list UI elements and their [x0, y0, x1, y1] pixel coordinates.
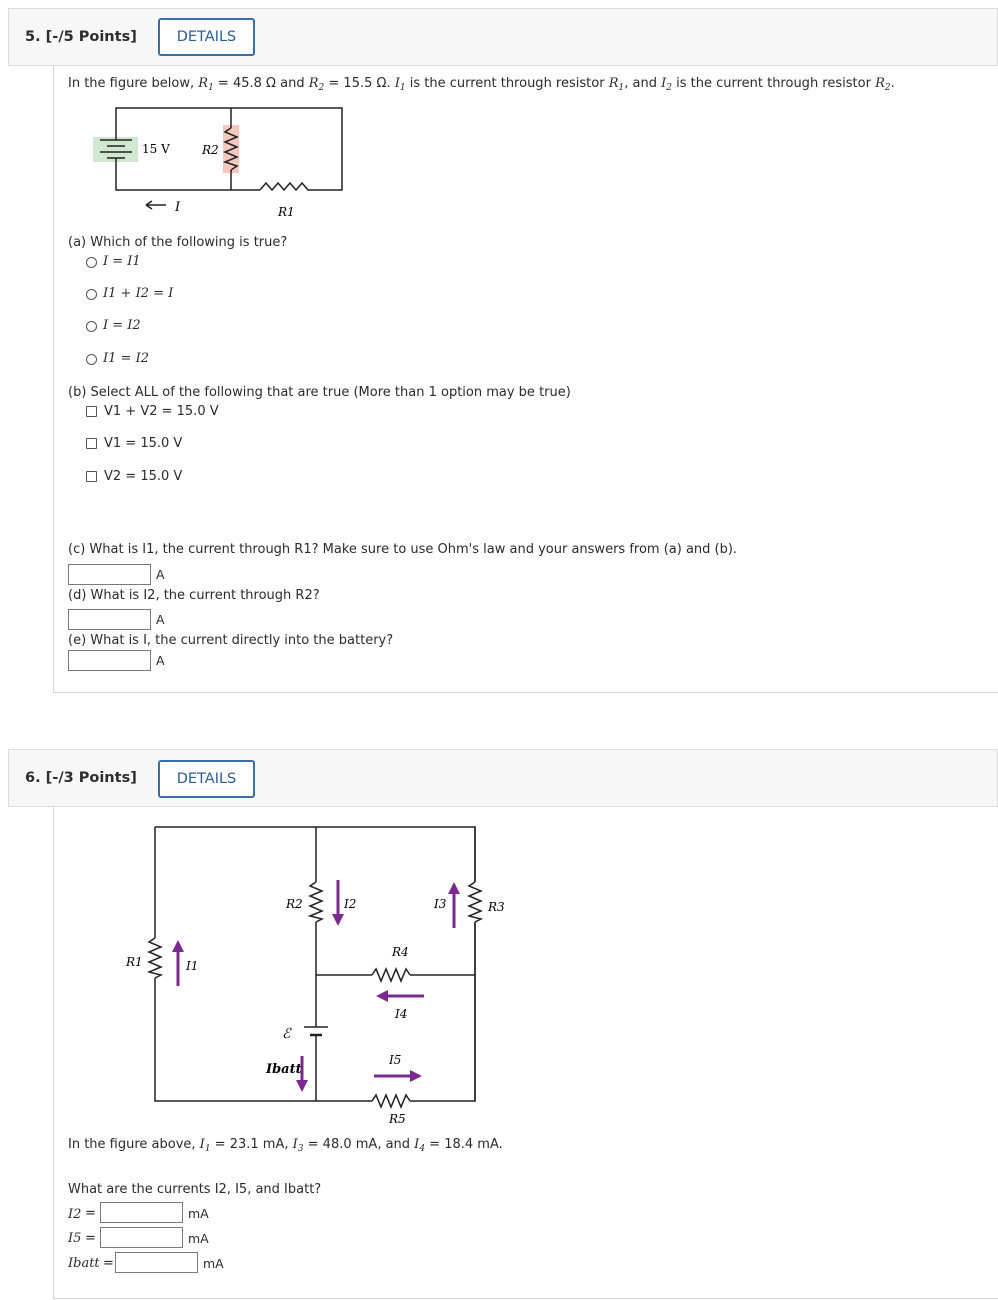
q5-a-option-2-label: I1 + I2 = I [103, 286, 174, 301]
q5-part-e-input[interactable] [68, 650, 151, 671]
r3-label: R3 [488, 900, 505, 914]
q6-question: What are the currents I2, I5, and Ibatt? [68, 1182, 322, 1197]
r2-label: R2 [286, 897, 303, 911]
q5-a-option-1-radio[interactable] [86, 257, 97, 268]
i4-arrow-icon [376, 990, 424, 1002]
q5-part-c-question: (c) What is I1, the current through R1? Make sure to use Ohm's law and your answers from (a) and (b). [68, 542, 738, 557]
q5-part-d-unit: A [156, 612, 165, 627]
emf-label: ℰ [282, 1026, 291, 1042]
ibatt-label: Ibatt [266, 1062, 302, 1077]
resistor-r2-icon [310, 882, 322, 922]
r2-label: R2 [202, 143, 219, 157]
q5-a-option-4-label: I1 = I2 [103, 351, 149, 366]
q5-a-option-4-radio[interactable] [86, 354, 97, 365]
q6-details-button[interactable]: DETAILS [158, 760, 255, 798]
q5-b-option-1-checkbox[interactable] [86, 406, 97, 417]
r5-label: R5 [389, 1112, 406, 1126]
q5-part-d-input[interactable] [68, 609, 151, 630]
q5-b-option-2-label: V1 = 15.0 V [104, 436, 183, 451]
battery-icon [304, 1027, 328, 1035]
i1-arrow-icon [172, 940, 184, 986]
q6-title: 6. [-/3 Points] [25, 770, 137, 786]
q6-i2-equals: = [85, 1206, 96, 1221]
q6-i2-unit: mA [188, 1206, 209, 1221]
q5-part-c-unit: A [156, 567, 165, 582]
i2-arrow-icon [332, 880, 344, 926]
q6-ibatt-unit: mA [203, 1256, 224, 1271]
i3-arrow-icon [448, 882, 460, 928]
r4-label: R4 [392, 945, 409, 959]
q5-intro: In the figure below, $R_1 = 45.8$ Ω and $R_2 = 15.5$ Ω. $I_1$ is the current through resistor $R_1$, and $I_2$ is the current through resistor $R_2$. [68, 76, 895, 93]
i5-label: I5 [389, 1053, 402, 1067]
battery-label: 15 V [142, 142, 170, 156]
q5-part-a-question: (a) Which of the following is true? [68, 235, 288, 250]
q5-b-option-2-checkbox[interactable] [86, 438, 97, 449]
q6-i5-label: I5 [68, 1231, 82, 1246]
resistor-r1-icon [149, 938, 161, 978]
i3-label: I3 [434, 897, 447, 911]
i2-label: I2 [344, 897, 357, 911]
r1-label: R1 [278, 205, 295, 219]
q5-a-option-1-label: I = I1 [103, 254, 141, 269]
q5-b-option-3-checkbox[interactable] [86, 471, 97, 482]
q5-b-option-1-label: V1 + V2 = 15.0 V [104, 404, 219, 419]
q5-b-option-3-label: V2 = 15.0 V [104, 469, 183, 484]
q6-i5-unit: mA [188, 1231, 209, 1246]
current-arrow-icon [146, 201, 166, 209]
i4-label: I4 [395, 1007, 408, 1021]
q6-i5-input[interactable] [100, 1227, 183, 1248]
q6-i2-input[interactable] [100, 1202, 183, 1223]
q6-i5-equals: = [85, 1231, 96, 1246]
current-label: I [175, 200, 181, 215]
q6-ibatt-input[interactable] [115, 1252, 198, 1273]
resistor-r4-icon [372, 969, 410, 981]
resistor-r1-icon [260, 183, 310, 190]
q5-part-e-unit: A [156, 653, 165, 668]
q5-title: 5. [-/5 Points] [25, 29, 137, 45]
q5-part-e-question: (e) What is I, the current directly into the battery? [68, 633, 394, 648]
q6-ibatt-label: Ibatt [68, 1256, 100, 1271]
q5-a-option-3-radio[interactable] [86, 321, 97, 332]
q6-given-text: In the figure above, $I_1 = 23.1$ mA, $I_3 = 48.0$ mA, and $I_4 = 18.4$ mA. [68, 1137, 503, 1154]
q5-header [8, 8, 998, 66]
r1-label: R1 [126, 955, 143, 969]
q6-ibatt-equals: = [103, 1256, 114, 1271]
q6-circuit-figure [110, 820, 530, 1130]
q5-circuit-figure [88, 100, 358, 225]
q5-a-option-3-label: I = I2 [103, 318, 141, 333]
q6-i2-label: I2 [68, 1207, 82, 1222]
q5-details-button[interactable]: DETAILS [158, 18, 255, 56]
q5-part-d-question: (d) What is I2, the current through R2? [68, 588, 320, 603]
q6-header [8, 749, 998, 807]
i5-arrow-icon [374, 1070, 422, 1082]
q5-a-option-2-radio[interactable] [86, 289, 97, 300]
q5-part-b-question: (b) Select ALL of the following that are true (More than 1 option may be true) [68, 385, 571, 400]
q5-part-c-input[interactable] [68, 564, 151, 585]
i1-label: I1 [186, 959, 199, 973]
resistor-r5-icon [372, 1095, 410, 1107]
